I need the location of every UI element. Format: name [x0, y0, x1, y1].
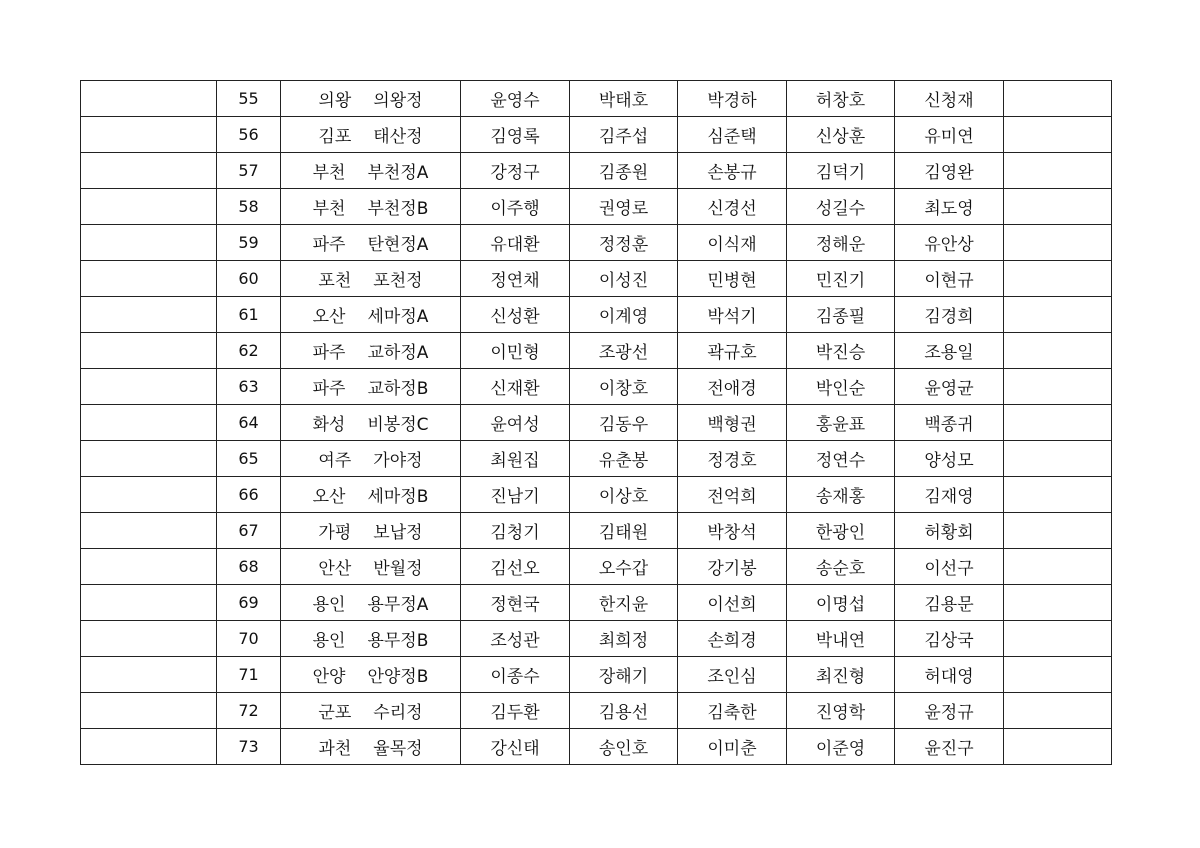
blank-cell	[81, 261, 217, 297]
region-cell	[281, 693, 461, 729]
blank-cell	[1004, 621, 1112, 657]
member-name: 최도영	[895, 189, 1004, 225]
city-name: 용인	[312, 595, 346, 615]
member-name: 손봉규	[678, 153, 787, 189]
member-name: 이미춘	[678, 729, 787, 765]
member-name: 백종귀	[895, 405, 1004, 441]
blank-cell	[81, 189, 217, 225]
blank-cell	[81, 333, 217, 369]
roster-body	[81, 81, 1112, 765]
member-name: 강기봉	[678, 549, 787, 585]
member-name: 윤여성	[461, 405, 570, 441]
team-name: 교하정B	[367, 379, 429, 399]
region-cell	[281, 405, 461, 441]
row-number: 70	[217, 621, 281, 657]
table-row	[81, 225, 1112, 261]
member-name: 윤정규	[895, 693, 1004, 729]
member-name: 신청재	[895, 81, 1004, 117]
blank-cell	[81, 621, 217, 657]
blank-cell	[1004, 513, 1112, 549]
member-name: 이민형	[461, 333, 570, 369]
blank-cell	[81, 117, 217, 153]
city-name: 오산	[312, 487, 346, 507]
row-number: 66	[217, 477, 281, 513]
member-name: 박내연	[787, 621, 895, 657]
member-name: 정경호	[678, 441, 787, 477]
team-name: 의왕정	[373, 91, 423, 111]
table-row	[81, 369, 1112, 405]
member-name: 박경하	[678, 81, 787, 117]
city-name: 파주	[312, 235, 346, 255]
member-name: 최진형	[787, 657, 895, 693]
city-name: 화성	[312, 415, 346, 435]
member-name: 신경선	[678, 189, 787, 225]
roster-table	[80, 80, 1112, 765]
member-name: 윤영수	[461, 81, 570, 117]
member-name: 조인심	[678, 657, 787, 693]
member-name: 박석기	[678, 297, 787, 333]
member-name: 이식재	[678, 225, 787, 261]
team-name: 수리정	[373, 703, 423, 723]
region-cell	[281, 549, 461, 585]
member-name: 권영로	[570, 189, 678, 225]
member-name: 이선구	[895, 549, 1004, 585]
team-name: 태산정	[373, 127, 423, 147]
member-name: 김선오	[461, 549, 570, 585]
row-number: 65	[217, 441, 281, 477]
team-name: 용무정B	[367, 631, 429, 651]
row-number: 68	[217, 549, 281, 585]
city-name: 포천	[318, 271, 352, 291]
region-cell	[281, 225, 461, 261]
member-name: 정현국	[461, 585, 570, 621]
member-name: 송인호	[570, 729, 678, 765]
table-row	[81, 333, 1112, 369]
member-name: 김두환	[461, 693, 570, 729]
member-name: 손희경	[678, 621, 787, 657]
team-name: 세마정A	[367, 307, 429, 327]
member-name: 김동우	[570, 405, 678, 441]
blank-cell	[81, 225, 217, 261]
row-number: 56	[217, 117, 281, 153]
region-cell	[281, 81, 461, 117]
member-name: 진영학	[787, 693, 895, 729]
member-name: 유안상	[895, 225, 1004, 261]
city-name: 부천	[312, 163, 346, 183]
member-name: 이계영	[570, 297, 678, 333]
row-number: 64	[217, 405, 281, 441]
member-name: 곽규호	[678, 333, 787, 369]
region-cell	[281, 117, 461, 153]
member-name: 최원집	[461, 441, 570, 477]
region-cell	[281, 441, 461, 477]
team-name: 부천정B	[367, 199, 429, 219]
member-name: 박인순	[787, 369, 895, 405]
team-name: 부천정A	[367, 163, 429, 183]
member-name: 양성모	[895, 441, 1004, 477]
blank-cell	[1004, 441, 1112, 477]
member-name: 유미연	[895, 117, 1004, 153]
member-name: 김영완	[895, 153, 1004, 189]
row-number: 63	[217, 369, 281, 405]
member-name: 송순호	[787, 549, 895, 585]
member-name: 정정훈	[570, 225, 678, 261]
member-name: 민진기	[787, 261, 895, 297]
table-row	[81, 621, 1112, 657]
member-name: 송재홍	[787, 477, 895, 513]
member-name: 오수갑	[570, 549, 678, 585]
row-number: 67	[217, 513, 281, 549]
table-row	[81, 657, 1112, 693]
blank-cell	[1004, 369, 1112, 405]
city-name: 의왕	[318, 91, 352, 111]
blank-cell	[1004, 549, 1112, 585]
blank-cell	[1004, 189, 1112, 225]
blank-cell	[81, 477, 217, 513]
table-row	[81, 261, 1112, 297]
blank-cell	[1004, 153, 1112, 189]
region-cell	[281, 369, 461, 405]
blank-cell	[1004, 225, 1112, 261]
row-number: 62	[217, 333, 281, 369]
member-name: 유대환	[461, 225, 570, 261]
member-name: 심준택	[678, 117, 787, 153]
row-number: 58	[217, 189, 281, 225]
city-name: 파주	[312, 379, 346, 399]
blank-cell	[81, 549, 217, 585]
member-name: 이종수	[461, 657, 570, 693]
blank-cell	[1004, 405, 1112, 441]
member-name: 정해운	[787, 225, 895, 261]
team-name: 용무정A	[367, 595, 429, 615]
blank-cell	[1004, 117, 1112, 153]
member-name: 백형권	[678, 405, 787, 441]
table-row	[81, 477, 1112, 513]
member-name: 김종필	[787, 297, 895, 333]
member-name: 박진승	[787, 333, 895, 369]
member-name: 허대영	[895, 657, 1004, 693]
row-number: 72	[217, 693, 281, 729]
region-cell	[281, 261, 461, 297]
region-cell	[281, 189, 461, 225]
member-name: 정연채	[461, 261, 570, 297]
city-name: 안양	[312, 667, 346, 687]
table-row	[81, 117, 1112, 153]
member-name: 김주섭	[570, 117, 678, 153]
city-name: 군포	[318, 703, 352, 723]
city-name: 과천	[318, 739, 352, 759]
blank-cell	[81, 441, 217, 477]
table-row	[81, 153, 1112, 189]
member-name: 이상호	[570, 477, 678, 513]
member-name: 전애경	[678, 369, 787, 405]
member-name: 윤영균	[895, 369, 1004, 405]
region-cell	[281, 621, 461, 657]
blank-cell	[81, 585, 217, 621]
blank-cell	[81, 369, 217, 405]
table-row	[81, 585, 1112, 621]
blank-cell	[81, 153, 217, 189]
team-name: 보납정	[373, 523, 423, 543]
blank-cell	[1004, 261, 1112, 297]
member-name: 김재영	[895, 477, 1004, 513]
blank-cell	[1004, 657, 1112, 693]
table-row	[81, 513, 1112, 549]
blank-cell	[1004, 585, 1112, 621]
blank-cell	[1004, 693, 1112, 729]
member-name: 이현규	[895, 261, 1004, 297]
team-name: 세마정B	[367, 487, 429, 507]
member-name: 한지윤	[570, 585, 678, 621]
member-name: 조성관	[461, 621, 570, 657]
blank-cell	[81, 729, 217, 765]
row-number: 71	[217, 657, 281, 693]
team-name: 율목정	[373, 739, 423, 759]
row-number: 59	[217, 225, 281, 261]
member-name: 이주행	[461, 189, 570, 225]
region-cell	[281, 297, 461, 333]
city-name: 안산	[318, 559, 352, 579]
region-cell	[281, 513, 461, 549]
row-number: 61	[217, 297, 281, 333]
city-name: 부천	[312, 199, 346, 219]
table-row	[81, 729, 1112, 765]
blank-cell	[81, 297, 217, 333]
member-name: 이성진	[570, 261, 678, 297]
blank-cell	[1004, 729, 1112, 765]
member-name: 허황회	[895, 513, 1004, 549]
blank-cell	[81, 405, 217, 441]
member-name: 민병현	[678, 261, 787, 297]
member-name: 김상국	[895, 621, 1004, 657]
city-name: 용인	[312, 631, 346, 651]
blank-cell	[81, 693, 217, 729]
member-name: 신재환	[461, 369, 570, 405]
member-name: 김종원	[570, 153, 678, 189]
city-name: 파주	[312, 343, 346, 363]
team-name: 안양정B	[367, 667, 429, 687]
row-number: 55	[217, 81, 281, 117]
table-row	[81, 693, 1112, 729]
row-number: 60	[217, 261, 281, 297]
member-name: 김태원	[570, 513, 678, 549]
table-row	[81, 189, 1112, 225]
member-name: 성길수	[787, 189, 895, 225]
region-cell	[281, 477, 461, 513]
region-cell	[281, 729, 461, 765]
region-cell	[281, 333, 461, 369]
member-name: 신성환	[461, 297, 570, 333]
member-name: 김경희	[895, 297, 1004, 333]
member-name: 강신태	[461, 729, 570, 765]
member-name: 이명섭	[787, 585, 895, 621]
region-cell	[281, 153, 461, 189]
city-name: 여주	[318, 451, 352, 471]
member-name: 김덕기	[787, 153, 895, 189]
blank-cell	[1004, 81, 1112, 117]
team-name: 가야정	[373, 451, 423, 471]
row-number: 69	[217, 585, 281, 621]
member-name: 김청기	[461, 513, 570, 549]
member-name: 장해기	[570, 657, 678, 693]
city-name: 가평	[318, 523, 352, 543]
member-name: 이창호	[570, 369, 678, 405]
table-row	[81, 297, 1112, 333]
team-name: 비봉정C	[367, 415, 429, 435]
member-name: 신상훈	[787, 117, 895, 153]
member-name: 윤진구	[895, 729, 1004, 765]
team-name: 탄현정A	[367, 235, 429, 255]
team-name: 포천정	[373, 271, 423, 291]
table-row	[81, 405, 1112, 441]
member-name: 전억희	[678, 477, 787, 513]
member-name: 정연수	[787, 441, 895, 477]
blank-cell	[81, 657, 217, 693]
member-name: 강정구	[461, 153, 570, 189]
team-name: 반월정	[373, 559, 423, 579]
team-name: 교하정A	[367, 343, 429, 363]
table-row	[81, 549, 1112, 585]
member-name: 박태호	[570, 81, 678, 117]
blank-cell	[1004, 477, 1112, 513]
member-name: 최희정	[570, 621, 678, 657]
blank-cell	[81, 81, 217, 117]
row-number: 73	[217, 729, 281, 765]
row-number: 57	[217, 153, 281, 189]
region-cell	[281, 657, 461, 693]
blank-cell	[1004, 333, 1112, 369]
region-cell	[281, 585, 461, 621]
city-name: 오산	[312, 307, 346, 327]
table-row	[81, 441, 1112, 477]
member-name: 김영록	[461, 117, 570, 153]
member-name: 김용문	[895, 585, 1004, 621]
member-name: 박창석	[678, 513, 787, 549]
member-name: 김축한	[678, 693, 787, 729]
blank-cell	[1004, 297, 1112, 333]
member-name: 진남기	[461, 477, 570, 513]
member-name: 조용일	[895, 333, 1004, 369]
member-name: 김용선	[570, 693, 678, 729]
member-name: 유춘봉	[570, 441, 678, 477]
table-row	[81, 81, 1112, 117]
member-name: 이선희	[678, 585, 787, 621]
member-name: 한광인	[787, 513, 895, 549]
member-name: 홍윤표	[787, 405, 895, 441]
member-name: 이준영	[787, 729, 895, 765]
city-name: 김포	[318, 127, 352, 147]
member-name: 허창호	[787, 81, 895, 117]
blank-cell	[81, 513, 217, 549]
member-name: 조광선	[570, 333, 678, 369]
